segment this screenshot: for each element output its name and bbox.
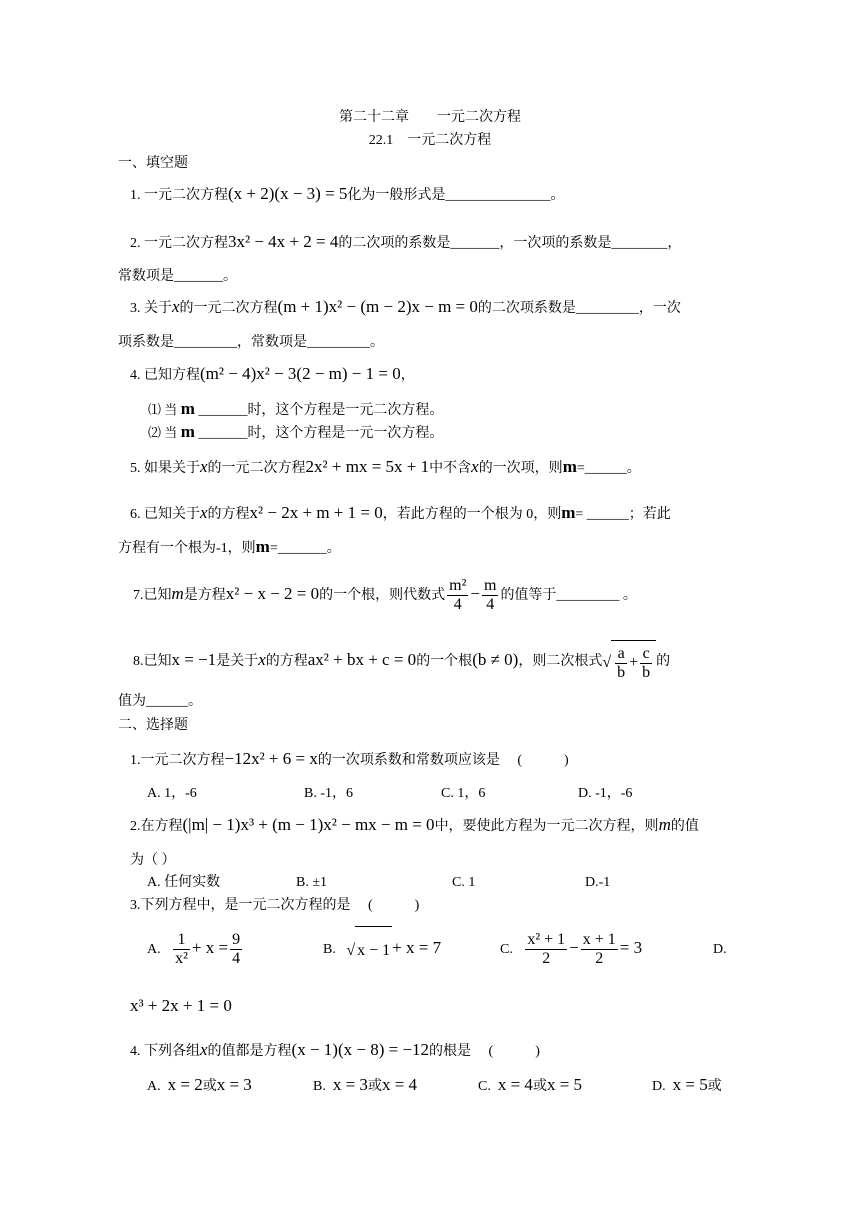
- q8-mid: 是关于: [216, 654, 259, 669]
- c3-b-radical: √ x − 1: [346, 926, 392, 973]
- c4-option-a[interactable]: [147, 1075, 252, 1097]
- c4-c-or: 或: [532, 1079, 547, 1094]
- c3-a-frac-1: [173, 931, 190, 968]
- fill-question-4: [130, 364, 415, 386]
- c3-option-d-expr[interactable]: x³ + 2x + 1 = 0: [130, 996, 232, 1015]
- q3-continuation: 项系数是_________，常数项是_________。: [118, 335, 384, 350]
- q7-fraction-1: [447, 577, 468, 614]
- q7-pre: 7.已知: [133, 588, 172, 603]
- q8-frac-2: [640, 645, 652, 682]
- c2-option-b[interactable]: B. ±1: [296, 875, 328, 890]
- q8-frac-1: [615, 645, 627, 682]
- c3-c-f1-den: 2: [542, 950, 551, 968]
- c4-mid: 的值都是方程: [207, 1044, 292, 1059]
- c4-option-c[interactable]: [478, 1075, 582, 1097]
- c1-post: 的一次项系数和常数项应该是 ( ): [317, 753, 569, 768]
- q8-expr1: x = −1: [171, 650, 217, 669]
- q7-mid2: 的一个根，则代数式: [319, 588, 446, 603]
- q2-expr: 3x² − 4x + 2 = 4: [228, 232, 339, 251]
- q5-mid: 的一元二次方程: [207, 461, 306, 476]
- section-title: 22.1 一元二次方程: [368, 133, 492, 148]
- q3-pre: 3. 关于: [130, 301, 172, 316]
- c3-option-d-label[interactable]: D.: [713, 942, 727, 957]
- q6-var: x: [200, 503, 208, 522]
- fill-question-5: [130, 457, 641, 479]
- q2-pre: 2. 一元二次方程: [130, 236, 228, 251]
- c4-a-label: A.: [147, 1079, 161, 1094]
- q8-r2-den: b: [642, 664, 651, 682]
- part2-heading: 二、选择题: [118, 718, 188, 733]
- fill-question-1: [130, 184, 564, 206]
- q8-radicand: [611, 640, 656, 683]
- c4-d-label: D.: [652, 1079, 666, 1094]
- chapter-title: 第二十二章 一元二次方程: [339, 110, 521, 125]
- q5-post: 的一次项，则: [478, 461, 563, 476]
- q4-pre: 4. 已知方程: [130, 368, 200, 383]
- c3-a-rest: + x =: [191, 938, 229, 957]
- c4-d-or: 或: [707, 1079, 722, 1094]
- c3-a-label: A.: [147, 942, 161, 957]
- q6-expr: x² − 2x + m + 1 = 0: [249, 503, 383, 522]
- q5-expr: 2x² + mx = 5x + 1: [305, 457, 430, 476]
- c4-b-or: 或: [367, 1079, 382, 1094]
- q3-post: 的二次项系数是_________，一次: [477, 301, 681, 316]
- c2-option-c[interactable]: C. 1: [452, 875, 476, 890]
- c2-option-d[interactable]: D.-1: [585, 875, 611, 890]
- c3-a-f2-den: 4: [232, 950, 241, 968]
- q8-r1-num: a: [615, 645, 627, 664]
- c3-a-f1-num: 1: [173, 931, 190, 950]
- c1-pre: 1.一元二次方程: [130, 753, 225, 768]
- c4-b-e2: x = 4: [381, 1075, 418, 1094]
- q6-post: ，若此方程的一个根为 0，则: [382, 507, 562, 522]
- choice-question-1: [130, 749, 569, 771]
- c4-b-label: B.: [313, 1079, 326, 1094]
- c4-a-e2: x = 3: [216, 1075, 252, 1094]
- q7-minus: −: [470, 584, 480, 603]
- q7-f1-den: 4: [453, 596, 462, 614]
- fill-question-8: [133, 640, 670, 683]
- c3-c-minus: −: [569, 938, 579, 957]
- c1-expr: −12x² + 6 = x: [224, 749, 318, 768]
- q6-var2: m: [561, 503, 576, 522]
- q6-pre: 6. 已知关于: [130, 507, 200, 522]
- q8-post: 的: [656, 654, 671, 669]
- q8-mid4: ，则二次根式: [518, 654, 603, 669]
- c4-d-e1: x = 5: [672, 1075, 708, 1094]
- c3-option-c[interactable]: [500, 926, 642, 972]
- c3-c-frac-2: [581, 931, 618, 968]
- c4-a-or: 或: [202, 1079, 217, 1094]
- c3-b-radicand: x − 1: [355, 926, 392, 973]
- q7-f2-den: 4: [486, 596, 495, 614]
- q7-mid: 是方程: [183, 588, 226, 603]
- c3-b-label: B.: [323, 942, 336, 957]
- q8-cond: (b ≠ 0): [472, 650, 519, 669]
- c1-option-b[interactable]: B. -1，6: [304, 786, 353, 801]
- c3-a-f2-num: 9: [232, 931, 241, 949]
- q4-sub1-post: _______时，这个方程是一元二次方程。: [198, 403, 444, 418]
- c3-option-b[interactable]: [323, 926, 441, 973]
- q1-expr: (x + 2)(x − 3) = 5: [228, 184, 348, 203]
- q4-sub1-pre: ⑴ 当: [148, 402, 178, 417]
- fill-question-3: [130, 297, 681, 319]
- c2-post: 中，要使此方程为一元二次方程，则: [434, 819, 659, 834]
- q6-cont: 方程有一个根为-1，则: [118, 541, 256, 556]
- q6-cont-post: =_______。: [269, 541, 341, 556]
- c1-option-d[interactable]: D. -1，-6: [578, 786, 633, 801]
- q8-r1-den: b: [617, 664, 626, 682]
- c3-c-frac-1: [525, 931, 567, 968]
- fill-question-7: [133, 576, 637, 614]
- part1-heading: 一、填空题: [118, 156, 188, 171]
- c3-option-a[interactable]: [147, 926, 244, 972]
- c1-option-a[interactable]: A. 1，-6: [147, 786, 197, 801]
- q3-mid: 的一元二次方程: [179, 301, 278, 316]
- q4-sub-2: [148, 422, 443, 444]
- c3-c-f1-num: x² + 1: [527, 931, 566, 949]
- q8-mid3: 的一个根: [416, 654, 473, 669]
- q3-var: x: [172, 297, 180, 316]
- c4-a-e1: x = 2: [167, 1075, 203, 1094]
- c1-option-c[interactable]: C. 1，6: [441, 786, 486, 801]
- c3-c-rest: = 3: [619, 938, 643, 957]
- q8-continuation: 值为______。: [118, 694, 202, 709]
- c4-option-b[interactable]: [313, 1075, 417, 1097]
- c4-pre: 4. 下列各组: [130, 1044, 200, 1059]
- q5-post2: =______。: [576, 461, 641, 476]
- choice-question-2: [130, 815, 699, 837]
- q6-mid: 的方程: [207, 507, 250, 522]
- q7-f2-num: m: [483, 577, 497, 595]
- q8-mid2: 的方程: [265, 654, 308, 669]
- q7-f1-num: m²: [449, 577, 467, 595]
- c3-a-f1-den: x²: [175, 950, 188, 968]
- c2-post2: 的值: [670, 819, 699, 834]
- c4-c-label: C.: [478, 1079, 491, 1094]
- c4-b-e1: x = 3: [332, 1075, 368, 1094]
- c3-a-frac-2: [230, 931, 242, 968]
- q7-post: 的值等于_________ 。: [500, 588, 637, 603]
- c4-expr: (x − 1)(x − 8) = −12: [291, 1040, 430, 1059]
- q5-var: x: [200, 457, 208, 476]
- q5-pre: 5. 如果关于: [130, 461, 200, 476]
- q1-post: 化为一般形式是_______________。: [347, 188, 565, 203]
- c2-expr: (|m| − 1)x³ + (m − 1)x² − mx − m = 0: [182, 815, 435, 834]
- q6-continuation: [118, 537, 341, 559]
- c2-var: m: [658, 815, 671, 834]
- choice-question-3: 3.下列方程中，是一元二次方程的是 ( ): [130, 898, 420, 913]
- c4-var: x: [200, 1040, 208, 1059]
- q7-fraction-2: [482, 577, 498, 614]
- q4-expr: (m² − 4)x² − 3(2 − m) − 1 = 0: [200, 364, 401, 383]
- c2-continuation: 为（ ）: [130, 853, 176, 868]
- q2-continuation: 常数项是_______。: [118, 269, 237, 284]
- fill-question-6: [130, 503, 671, 525]
- q5-mid2: 中不含: [429, 461, 472, 476]
- q4-sub1-var: m: [180, 399, 195, 418]
- q7-expr: x² − x − 2 = 0: [225, 584, 320, 603]
- q2-post: 的二次项的系数是_______，一次项的系数是________，: [338, 236, 682, 251]
- c3-c-label: C.: [500, 942, 513, 957]
- c4-option-d[interactable]: [652, 1075, 722, 1097]
- c4-post: 的根是 ( ): [429, 1044, 540, 1059]
- q7-var: m: [171, 584, 184, 603]
- c3-b-rest: + x = 7: [392, 938, 442, 957]
- q5-var3: m: [562, 457, 577, 476]
- q4-post: ，: [400, 368, 415, 383]
- c3-c-f2-num: x + 1: [582, 931, 616, 949]
- q1-pre: 1. 一元二次方程: [130, 188, 228, 203]
- q4-sub2-var: m: [180, 422, 195, 441]
- c2-pre: 2.在方程: [130, 819, 183, 834]
- q3-expr: (m + 1)x² − (m − 2)x − m = 0: [277, 297, 478, 316]
- c3-c-f2-den: 2: [595, 950, 604, 968]
- q8-radical: √ $\frac{a}{b}$ + $\frac{c}{b}$: [602, 640, 656, 683]
- q8-plus: +: [629, 654, 639, 672]
- q8-r2-num: c: [640, 645, 652, 664]
- c4-c-e2: x = 5: [546, 1075, 583, 1094]
- q4-sub-1: [148, 399, 443, 421]
- choice-question-4: [130, 1040, 540, 1062]
- q6-post2: = ______；若此: [575, 507, 671, 522]
- q6-cont-var: m: [255, 537, 270, 556]
- q4-sub2-post: _______时，这个方程是一元一次方程。: [198, 426, 444, 441]
- q8-pre: 8.已知: [133, 654, 172, 669]
- c2-option-a[interactable]: A. 任何实数: [147, 875, 221, 890]
- q8-expr2: ax² + bx + c = 0: [307, 650, 417, 669]
- q5-var2: x: [471, 457, 479, 476]
- c4-c-e1: x = 4: [497, 1075, 533, 1094]
- fill-question-2: [130, 232, 681, 254]
- q4-sub2-pre: ⑵ 当: [148, 425, 178, 440]
- q8-var: x: [258, 650, 266, 669]
